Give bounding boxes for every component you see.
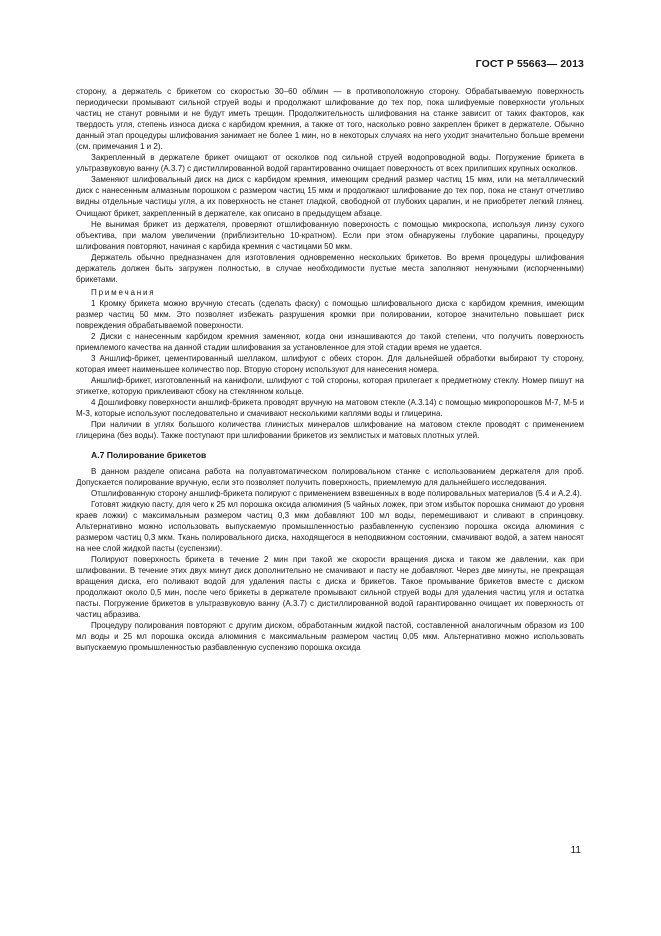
note-item: 4 Дошлифовку поверхности аншлиф-брикета проводят вручную на матовом стекле (А.3.14) с помощью микропорошков М-7, М-5 и М-3, которые используют последовательно и смачивают несколькими каплями воды и глицерина. <box>76 398 584 419</box>
paragraph: В данном разделе описана работа на полуавтоматическом полировальном станке с использованием держателя для проб. Допускается полирование вручную, если это позволяет получить поверхность, приемлемую для дальнейшего исследования. <box>76 466 584 487</box>
note-item: 1 Кромку брикета можно вручную стесать (сделать фаску) с помощью шлифовального диска с карбидом кремния, имеющим размер частиц 50 мкм. Это позволяет избежать разрушения кромки при полировании, которое значительно повышает риск повреждения обрабатываемой поверхности. <box>76 298 584 330</box>
note-item: Аншлиф-брикет, изготовленный на канифоли, шлифуют с той стороны, которая прилегает к предметному стеклу. Номер пишут на этикетке, которую приклеивают сбоку на стеклянном кольце. <box>76 376 584 397</box>
paragraph: Готовят жидкую пасту, для чего к 25 мл порошка оксида алюминия (5 чайных ложек, при этом избыток порошка снимают до уровня краев ложки) с максимальным размером частиц 0,3 мкм добавляют 100 мл воды, перемешивают и сливают в спринцовку. Альтернативно можно использовать выпускаемую промышленностью разбавленную суспензию порошка оксида алюминия с размером частиц 0,3 мкм. Ткань полировального диска, находящегося в неподвижном состоянии, смачивают водой, а затем наносят на нее слой жидкой пасты (суспензии). <box>76 499 584 553</box>
paragraph: Не вынимая брикет из держателя, проверяют отшлифованную поверхность с помощью микроскопа, используя линзу сухого объектива, при малом увеличении (приблизительно 10-кратном). Если при этом обнаружены глубокие царапины, процедуру шлифования повторяют, начиная с карбида кремния с частицами 50 мкм. <box>76 219 584 251</box>
section-title: А.7 Полирование брикетов <box>91 449 207 460</box>
paragraph: сторону, а держатель с брикетом со скоростью 30–60 об/мин — в противоположную сторону. Обрабатываемую поверхность периодически промывают сильной струей воды и продолжают шлифование до тех пор, пока шлифуемые поверхности угольных частиц не станут ровными и не будут иметь трещин. Продолжительность шлифования на станке зависит от таких факторов, как твердость угля, степень износа диска с карбидом кремния, а также от того, насколько ровно закреплен брикет в держателе. Обычно данный этап процедуры шлифования занимает не более 1 мин, но в некоторых случаях на него уходит значительно больше времени (см. примечания 1 и 2). <box>76 87 584 152</box>
paragraph: Заменяют шлифовальный диск на диск с карбидом кремния, имеющим средний размер частиц 15 мкм, или на металлический диск с нанесенным алмазным порошком с размером частиц 15 мкм и продолжают шлифование до тех пор, пока не станут отчетливо видны отдельные частицы угля, а их поверхность не станет гладкой, свободной от глубоких царапин, и не приобретет легкий глянец. Очищают брикет, закрепленный в держателе, как описано в предыдущем абзаце. <box>76 175 584 218</box>
paragraph: Полируют поверхность брикета в течение 2 мин при такой же скорости вращения диска и таком же давлении, как при шлифовании. В течение этих двух минут диск дополнительно не смачивают и пасту не добавляют. Через две минуты, не прекращая вращения диска, его поливают водой для удаления пасты с диска и брикетов. Такое промывание брикетов вместе с диском продолжают около 0,5 мин, после чего брикеты в держателе промывают сильной струей воды для удаления частиц угля и остатка пасты. Погружение брикетов в ультразвуковую ванну (А.3.7) с дистиллированной водой гарантированно очищает их поверхность от частиц абразива. <box>76 554 584 620</box>
paragraph: Держатель обычно предназначен для изготовления одновременно нескольких брикетов. Во время процедуры шлифования держатель должен быть загружен полностью, в случае необходимости пустые места заполняют ненужными (испорченными) брикетами. <box>76 252 584 284</box>
note-item: При наличии в углях большого количества глинистых минералов шлифование на матовом стекле проводят с применением глицерина (без воды). Также поступают при шлифовании брикетов из землистых и матовых плотных углей. <box>76 420 584 441</box>
note-item: 2 Диски с нанесенным карбидом кремния заменяют, когда они изнашиваются до такой степени, что получить поверхность приемлемого качества на данной стадии шлифования за установленное для этой стадии время не удается. <box>76 332 584 353</box>
paragraph: Закрепленный в держателе брикет очищают от осколков под сильной струей водопроводной воды. Погружение брикета в ультразвуковую ванну (А.3.7) с дистиллированной водой гарантированно очищает поверхность от всех прилипших крупных осколков. <box>76 153 584 174</box>
document-body <box>76 86 584 653</box>
paragraph: Отшлифованную сторону аншлиф-брикета полируют с применением взвешенных в воде полировальных материалов (5.4 и А.2.4). <box>91 488 582 498</box>
notes-heading: Примечания <box>91 287 156 297</box>
paragraph: Процедуру полирования повторяют с другим диском, обработанным жидкой пастой, составленной аналогичным образом из 100 мл воды и 25 мл порошка оксида алюминия с максимальным размером частиц 0,05 мкм. Альтернативно можно использовать выпускаемую промышленностью разбавленную суспензию порошка оксида <box>76 621 584 653</box>
note-item: 3 Аншлиф-брикет, цементированный шеллаком, шлифуют с обеих сторон. Для дальнейшей обработки выбирают ту сторону, которая имеет наименьшее количество пор. Вторую сторону используют для нанесения номера. <box>76 354 584 375</box>
standard-code-header: ГОСТ Р 55663— 2013 <box>475 58 584 70</box>
page-number: 11 <box>570 845 581 856</box>
